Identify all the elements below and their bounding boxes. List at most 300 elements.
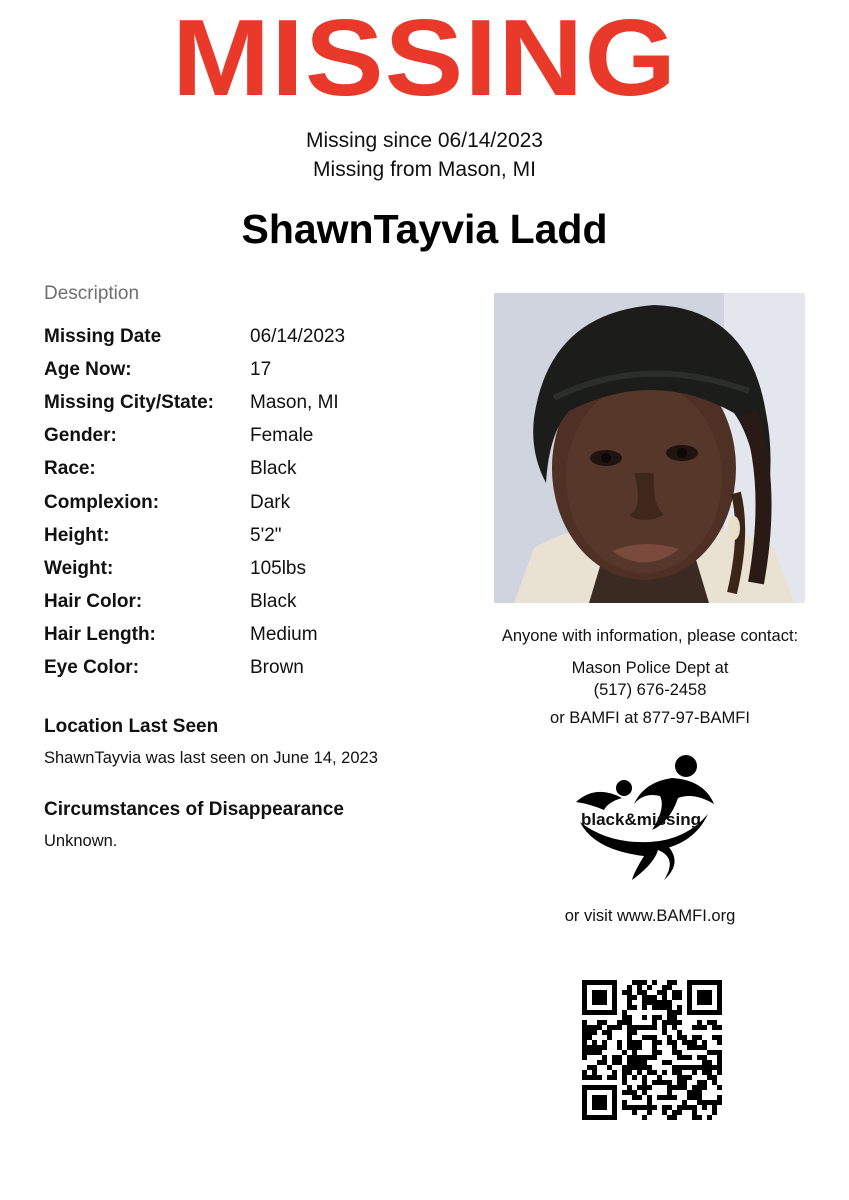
detail-row-gender	[44, 420, 464, 453]
qr-module	[642, 1090, 647, 1095]
qr-module	[637, 1025, 642, 1030]
qr-module	[672, 1110, 677, 1115]
qr-module	[632, 1075, 637, 1080]
qr-module	[617, 1025, 622, 1030]
qr-module	[677, 990, 682, 995]
qr-module	[627, 1000, 632, 1005]
qr-module	[692, 1085, 697, 1090]
qr-module	[677, 1075, 682, 1080]
qr-module	[657, 1000, 662, 1005]
qr-module	[662, 1005, 667, 1010]
qr-module	[692, 1065, 697, 1070]
qr-module	[622, 1100, 627, 1105]
qr-module	[707, 1050, 712, 1055]
qr-module	[652, 1035, 657, 1040]
qr-module	[657, 1040, 662, 1045]
qr-module	[627, 1045, 632, 1050]
qr-module	[612, 1070, 617, 1075]
detail-label: Hair Color:	[44, 591, 143, 613]
qr-module	[642, 1035, 647, 1040]
detail-label: Race:	[44, 458, 96, 480]
circumstances-text: Unknown.	[44, 832, 118, 850]
qr-module	[682, 1035, 687, 1040]
qr-module	[687, 1090, 692, 1095]
qr-module	[687, 1105, 692, 1110]
qr-module	[627, 995, 632, 1000]
qr-module	[652, 1105, 657, 1110]
detail-value: Female	[250, 425, 314, 447]
qr-module	[707, 1060, 712, 1065]
detail-row-age	[44, 353, 464, 386]
description-table	[44, 320, 464, 685]
qr-module	[627, 1025, 632, 1030]
qr-code-graphic	[582, 980, 722, 1120]
qr-module	[652, 1040, 657, 1045]
qr-module	[642, 1055, 647, 1060]
detail-value: Medium	[250, 624, 318, 646]
qr-module	[657, 1095, 662, 1100]
qr-module	[592, 1070, 597, 1075]
qr-module	[607, 1065, 612, 1070]
qr-module	[682, 1085, 687, 1090]
qr-module	[707, 1075, 712, 1080]
qr-module	[627, 1105, 632, 1110]
qr-module	[652, 1000, 657, 1005]
qr-module	[682, 1100, 687, 1105]
missing-title: MISSING	[171, 0, 678, 120]
qr-module	[712, 1035, 717, 1040]
qr-module	[677, 1050, 682, 1055]
portrait-illustration	[494, 293, 805, 603]
qr-module	[692, 1095, 697, 1100]
qr-module	[637, 1055, 642, 1060]
qr-module	[697, 1100, 702, 1105]
qr-module	[697, 1065, 702, 1070]
qr-module	[682, 1040, 687, 1045]
detail-value: Mason, MI	[250, 391, 339, 413]
qr-module	[697, 1115, 702, 1120]
qr-module	[667, 1010, 672, 1015]
qr-module	[672, 1085, 677, 1090]
detail-value: Black	[250, 591, 297, 613]
qr-module	[712, 1075, 717, 1080]
qr-module	[642, 1060, 647, 1065]
detail-row-hair-color	[44, 586, 464, 619]
contact-intro: Anyone with information, please contact:	[501, 627, 799, 645]
qr-module	[657, 1015, 662, 1020]
detail-value: Black	[250, 458, 297, 480]
qr-module	[622, 1015, 627, 1020]
qr-module	[697, 1080, 702, 1085]
qr-module	[622, 1090, 627, 1095]
qr-module	[692, 1115, 697, 1120]
qr-module	[652, 1080, 657, 1085]
qr-module	[582, 1075, 587, 1080]
qr-module	[662, 1070, 667, 1075]
qr-module	[637, 1045, 642, 1050]
qr-module	[637, 1070, 642, 1075]
qr-module	[702, 1045, 707, 1050]
qr-module	[682, 1080, 687, 1085]
qr-module	[622, 1075, 627, 1080]
qr-module	[672, 995, 677, 1000]
qr-module	[657, 1050, 662, 1055]
qr-module	[697, 1045, 702, 1050]
qr-module	[597, 1045, 602, 1050]
qr-module	[677, 1070, 682, 1075]
qr-module	[632, 1060, 637, 1065]
qr-module	[627, 1020, 632, 1025]
qr-module	[652, 980, 657, 985]
qr-module	[597, 1020, 602, 1025]
qr-module	[622, 1080, 627, 1085]
qr-module	[647, 995, 652, 1000]
qr-module	[652, 1070, 657, 1075]
qr-module	[642, 1085, 647, 1090]
qr-module	[582, 1070, 587, 1075]
qr-module	[602, 1040, 607, 1045]
qr-module	[627, 1090, 632, 1095]
qr-module	[697, 1035, 702, 1040]
missing-from: Missing from Mason, MI	[313, 158, 536, 181]
detail-row-city-state	[44, 386, 464, 419]
qr-module	[662, 995, 667, 1000]
qr-module	[637, 1105, 642, 1110]
qr-module	[707, 1020, 712, 1025]
qr-module	[662, 1110, 667, 1115]
qr-module	[707, 1100, 712, 1105]
detail-value: Dark	[250, 491, 291, 513]
qr-module	[677, 1035, 682, 1040]
qr-module	[632, 1025, 637, 1030]
qr-module	[702, 1040, 707, 1045]
qr-module	[617, 1020, 622, 1025]
qr-module	[632, 980, 637, 985]
detail-value: 105lbs	[250, 557, 306, 579]
qr-module	[627, 985, 632, 990]
qr-module	[612, 1025, 617, 1030]
detail-label: Eye Color:	[44, 657, 140, 679]
qr-module	[687, 1055, 692, 1060]
qr-module	[662, 1030, 667, 1035]
location-last-seen-text: ShawnTayvia was last seen on June 14, 2023	[44, 749, 378, 767]
qr-module	[667, 1105, 672, 1110]
qr-module	[592, 1075, 597, 1080]
detail-row-height	[44, 519, 464, 552]
qr-module	[692, 1025, 697, 1030]
qr-module	[647, 1000, 652, 1005]
qr-module	[632, 1005, 637, 1010]
qr-module	[687, 1065, 692, 1070]
qr-module	[652, 1055, 657, 1060]
contact-police	[470, 657, 830, 701]
qr-module	[672, 980, 677, 985]
qr-module	[632, 1045, 637, 1050]
qr-module	[662, 1025, 667, 1030]
qr-module	[642, 980, 647, 985]
qr-module	[692, 1110, 697, 1115]
qr-module	[717, 1095, 722, 1100]
qr-module	[637, 990, 642, 995]
qr-module	[672, 1040, 677, 1045]
contact-police-phone: (517) 676-2458	[593, 681, 707, 699]
qr-module	[587, 1045, 592, 1050]
qr-module	[712, 1025, 717, 1030]
qr-module	[667, 1000, 672, 1005]
detail-row-weight	[44, 552, 464, 585]
qr-code	[582, 980, 722, 1120]
qr-module	[632, 1110, 637, 1115]
qr-module	[677, 1010, 682, 1015]
qr-module	[587, 1065, 592, 1070]
qr-module	[667, 980, 672, 985]
qr-module	[592, 1050, 597, 1055]
qr-module	[712, 1100, 717, 1105]
qr-module	[707, 1065, 712, 1070]
qr-module	[657, 1075, 662, 1080]
qr-module	[702, 1065, 707, 1070]
qr-module	[642, 1025, 647, 1030]
qr-module	[662, 1105, 667, 1110]
person-name: ShawnTayvia Ladd	[241, 206, 608, 252]
qr-module	[677, 1055, 682, 1060]
detail-label: Age Now:	[44, 358, 132, 380]
qr-module	[607, 1035, 612, 1040]
qr-module	[717, 1070, 722, 1075]
qr-module	[587, 1075, 592, 1080]
qr-module	[652, 1045, 657, 1050]
qr-module	[677, 1085, 682, 1090]
qr-module	[647, 1070, 652, 1075]
qr-module	[697, 1085, 702, 1090]
qr-module	[667, 1115, 672, 1120]
qr-module	[627, 1030, 632, 1035]
qr-module	[632, 1050, 637, 1055]
qr-module	[622, 1105, 627, 1110]
qr-module	[647, 1110, 652, 1115]
qr-module	[672, 1050, 677, 1055]
qr-module	[677, 995, 682, 1000]
qr-module	[627, 1015, 632, 1020]
detail-row-hair-length	[44, 619, 464, 652]
qr-module	[632, 1095, 637, 1100]
qr-module	[717, 1085, 722, 1090]
qr-module	[717, 1065, 722, 1070]
qr-module	[647, 1055, 652, 1060]
qr-module	[587, 1035, 592, 1040]
qr-module	[607, 1025, 612, 1030]
qr-module	[697, 1025, 702, 1030]
contact-police-name: Mason Police Dept at	[571, 659, 729, 677]
description-heading: Description	[44, 283, 140, 304]
qr-module	[717, 1055, 722, 1060]
qr-module	[642, 1065, 647, 1070]
qr-module	[667, 1090, 672, 1095]
qr-module	[652, 1005, 657, 1010]
qr-module	[672, 1045, 677, 1050]
qr-module	[642, 1000, 647, 1005]
qr-module	[702, 1080, 707, 1085]
circumstances-title: Circumstances of Disappearance	[44, 799, 344, 820]
qr-module	[672, 1115, 677, 1120]
qr-module	[667, 1080, 672, 1085]
qr-module	[597, 1025, 602, 1030]
contact-website: or visit www.BAMFI.org	[564, 907, 736, 925]
qr-module	[672, 1065, 677, 1070]
qr-module	[687, 1040, 692, 1045]
qr-module	[667, 1040, 672, 1045]
qr-module	[637, 985, 642, 990]
qr-module	[702, 1100, 707, 1105]
qr-module	[622, 1020, 627, 1025]
qr-module	[682, 1065, 687, 1070]
qr-module	[692, 1070, 697, 1075]
qr-module	[632, 1105, 637, 1110]
qr-module	[697, 1020, 702, 1025]
qr-module	[647, 1065, 652, 1070]
missing-since: Missing since 06/14/2023	[306, 129, 543, 152]
qr-module	[642, 990, 647, 995]
qr-module	[632, 1030, 637, 1035]
qr-module	[637, 1065, 642, 1070]
qr-module	[622, 990, 627, 995]
detail-label: Weight:	[44, 557, 114, 579]
qr-module	[612, 1060, 617, 1065]
qr-module	[622, 1065, 627, 1070]
qr-module	[627, 1040, 632, 1045]
qr-module	[672, 1025, 677, 1030]
qr-module	[637, 1060, 642, 1065]
qr-module	[627, 1070, 632, 1075]
qr-module	[687, 1095, 692, 1100]
detail-value: 17	[250, 358, 272, 380]
qr-module	[717, 1035, 722, 1040]
qr-module	[582, 1040, 587, 1045]
qr-module	[642, 1080, 647, 1085]
qr-module	[667, 1085, 672, 1090]
detail-label: Complexion:	[44, 491, 160, 513]
qr-module	[597, 1075, 602, 1080]
qr-module	[582, 1030, 587, 1035]
qr-module	[667, 1005, 672, 1010]
qr-module	[582, 1045, 587, 1050]
qr-module	[632, 995, 637, 1000]
qr-module	[657, 1005, 662, 1010]
qr-module	[717, 1040, 722, 1045]
qr-module	[677, 1020, 682, 1025]
qr-module	[712, 1020, 717, 1025]
qr-module	[647, 985, 652, 990]
qr-module	[607, 1075, 612, 1080]
detail-row-complexion	[44, 486, 464, 519]
qr-module	[672, 1015, 677, 1020]
qr-module	[637, 1095, 642, 1100]
qr-module	[662, 1080, 667, 1085]
qr-module	[592, 1045, 597, 1050]
detail-row-race	[44, 453, 464, 486]
qr-module	[587, 1030, 592, 1035]
qr-module	[712, 1065, 717, 1070]
detail-label: Height:	[44, 524, 110, 546]
qr-module	[582, 1035, 587, 1040]
qr-module	[692, 1090, 697, 1095]
qr-module	[707, 1070, 712, 1075]
qr-module	[642, 1105, 647, 1110]
qr-module	[692, 1040, 697, 1045]
qr-module	[662, 985, 667, 990]
qr-module	[587, 1025, 592, 1030]
qr-module	[642, 1075, 647, 1080]
detail-value: 06/14/2023	[250, 325, 346, 347]
qr-module	[652, 1015, 657, 1020]
qr-module	[617, 1045, 622, 1050]
qr-module	[637, 1040, 642, 1045]
logo-text: black&missing	[581, 810, 701, 829]
qr-module	[682, 1055, 687, 1060]
qr-module	[642, 1005, 647, 1010]
qr-module	[667, 985, 672, 990]
detail-value: Brown	[250, 657, 304, 679]
qr-module	[682, 1105, 687, 1110]
qr-module	[692, 1035, 697, 1040]
qr-module	[707, 1115, 712, 1120]
qr-module	[647, 1105, 652, 1110]
qr-module	[602, 1030, 607, 1035]
qr-module	[632, 1055, 637, 1060]
contact-bamfi: or BAMFI at 877-97-BAMFI	[550, 709, 750, 727]
qr-module	[672, 1095, 677, 1100]
qr-module	[592, 1030, 597, 1035]
qr-module	[662, 1000, 667, 1005]
qr-module	[652, 1025, 657, 1030]
qr-module	[677, 1105, 682, 1110]
qr-module	[597, 1060, 602, 1065]
qr-module	[677, 1065, 682, 1070]
qr-module	[612, 1055, 617, 1060]
qr-module	[677, 1005, 682, 1010]
missing-person-photo	[494, 293, 805, 603]
qr-module	[637, 1085, 642, 1090]
black-and-missing-logo	[574, 752, 722, 882]
qr-module	[662, 1095, 667, 1100]
qr-module	[647, 1095, 652, 1100]
qr-module	[662, 1020, 667, 1025]
qr-module	[642, 1115, 647, 1120]
qr-module	[657, 1080, 662, 1085]
qr-module	[622, 1010, 627, 1015]
qr-module	[627, 1035, 632, 1040]
qr-module	[607, 1030, 612, 1035]
qr-module	[717, 1025, 722, 1030]
qr-module	[667, 1060, 672, 1065]
qr-module	[697, 1090, 702, 1095]
qr-module	[622, 1070, 627, 1075]
qr-module	[667, 1095, 672, 1100]
qr-module	[672, 990, 677, 995]
qr-module	[702, 1055, 707, 1060]
detail-row-eye-color	[44, 652, 464, 685]
qr-module	[702, 1025, 707, 1030]
qr-module	[712, 1110, 717, 1115]
qr-module	[627, 1085, 632, 1090]
qr-module	[717, 1100, 722, 1105]
qr-module	[702, 1085, 707, 1090]
qr-module	[652, 1050, 657, 1055]
qr-module	[702, 1105, 707, 1110]
qr-module	[627, 1060, 632, 1065]
qr-module	[592, 1025, 597, 1030]
qr-module	[612, 1075, 617, 1080]
